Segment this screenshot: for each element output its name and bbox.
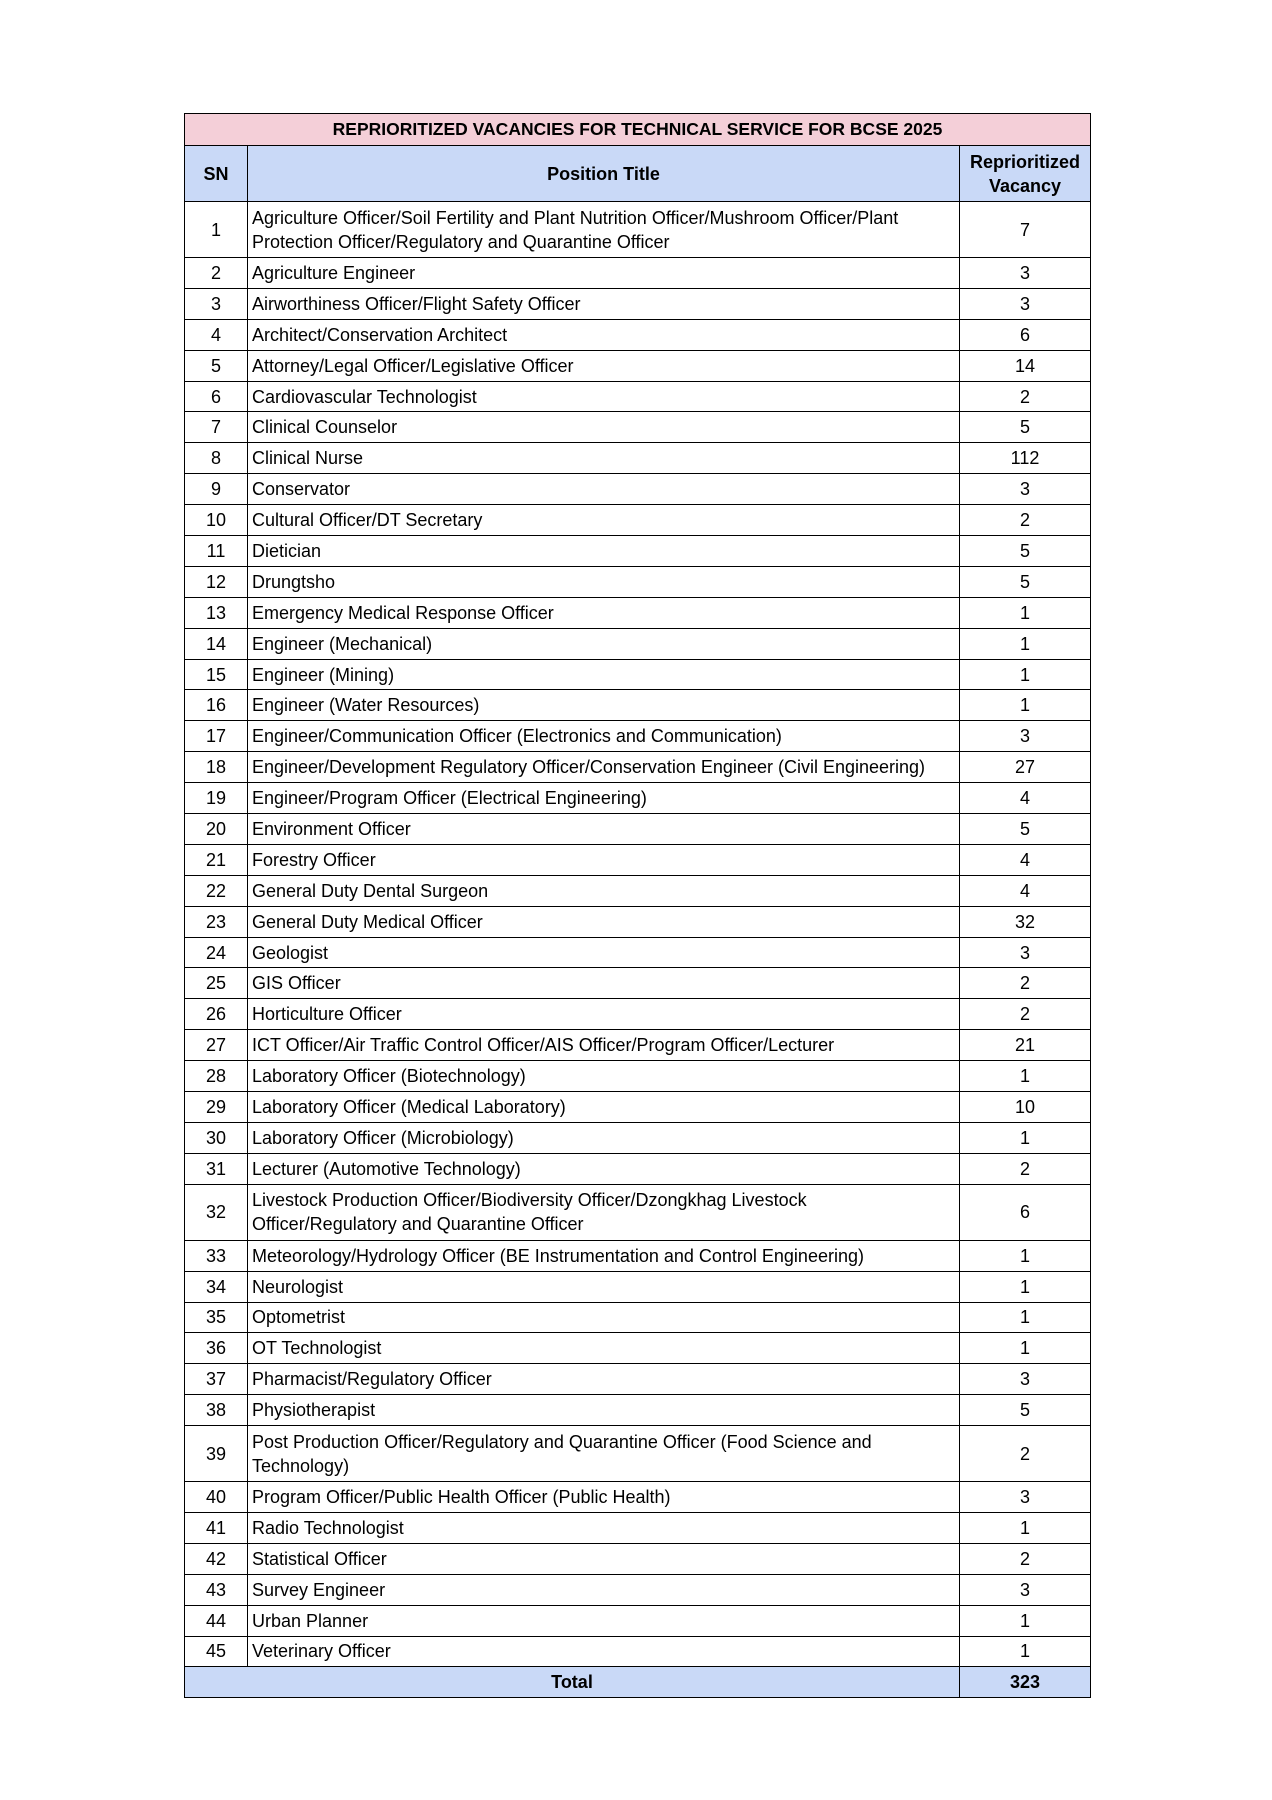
row-sn: 33 [185,1240,248,1271]
row-position-title: Veterinary Officer [248,1636,960,1667]
table-row [185,288,1091,319]
row-position-title: Post Production Officer/Regulatory and Quarantine Officer (Food Science and Technology) [248,1426,960,1482]
table-row [185,1302,1091,1333]
table-row [185,844,1091,875]
row-sn: 19 [185,783,248,814]
table-row [185,1395,1091,1426]
row-vacancy: 2 [960,1153,1091,1184]
table-body [185,202,1091,1667]
total-row [185,1667,1091,1698]
row-vacancy: 3 [960,1364,1091,1395]
table-row [185,1574,1091,1605]
row-position-title: Optometrist [248,1302,960,1333]
table-row [185,1636,1091,1667]
row-position-title: Clinical Nurse [248,443,960,474]
row-position-title: Horticulture Officer [248,999,960,1030]
row-vacancy: 1 [960,597,1091,628]
row-vacancy: 2 [960,381,1091,412]
row-vacancy: 21 [960,1030,1091,1061]
row-sn: 44 [185,1605,248,1636]
row-sn: 36 [185,1333,248,1364]
row-vacancy: 3 [960,1574,1091,1605]
row-position-title: ICT Officer/Air Traffic Control Officer/AIS Officer/Program Officer/Lecturer [248,1030,960,1061]
row-position-title: Engineer/Development Regulatory Officer/Conservation Engineer (Civil Engineering) [248,752,960,783]
table-row [185,505,1091,536]
table-row [185,597,1091,628]
row-vacancy: 1 [960,690,1091,721]
row-position-title: Meteorology/Hydrology Officer (BE Instrumentation and Control Engineering) [248,1240,960,1271]
row-sn: 10 [185,505,248,536]
row-vacancy: 1 [960,1122,1091,1153]
row-vacancy: 112 [960,443,1091,474]
table-row [185,566,1091,597]
row-sn: 14 [185,628,248,659]
row-sn: 3 [185,288,248,319]
row-position-title: Emergency Medical Response Officer [248,597,960,628]
row-vacancy: 7 [960,202,1091,258]
row-position-title: Radio Technologist [248,1512,960,1543]
row-sn: 43 [185,1574,248,1605]
table-row [185,1061,1091,1092]
row-sn: 22 [185,875,248,906]
header-vacancy-line1: Reprioritized [969,151,1080,172]
row-position-title: OT Technologist [248,1333,960,1364]
row-vacancy: 2 [960,505,1091,536]
row-sn: 15 [185,659,248,690]
row-position-title: Agriculture Engineer [248,258,960,289]
table-row [185,474,1091,505]
row-vacancy: 2 [960,999,1091,1030]
table-row [185,690,1091,721]
total-value: 323 [960,1667,1091,1698]
row-position-title: Program Officer/Public Health Officer (Public Health) [248,1482,960,1513]
row-position-title: Cardiovascular Technologist [248,381,960,412]
row-sn: 1 [185,202,248,258]
table-row [185,1543,1091,1574]
row-vacancy: 2 [960,1426,1091,1482]
table-row [185,968,1091,999]
row-position-title: GIS Officer [248,968,960,999]
row-vacancy: 3 [960,474,1091,505]
table-row [185,258,1091,289]
row-sn: 31 [185,1153,248,1184]
row-vacancy: 4 [960,875,1091,906]
row-sn: 45 [185,1636,248,1667]
table-row [185,1333,1091,1364]
row-vacancy: 10 [960,1092,1091,1123]
row-position-title: General Duty Dental Surgeon [248,875,960,906]
row-sn: 18 [185,752,248,783]
table-row [185,1092,1091,1123]
row-position-title: Attorney/Legal Officer/Legislative Officer [248,350,960,381]
table-row [185,1030,1091,1061]
row-position-title: Cultural Officer/DT Secretary [248,505,960,536]
row-sn: 12 [185,566,248,597]
row-sn: 13 [185,597,248,628]
row-position-title: Clinical Counselor [248,412,960,443]
table-title: REPRIORITIZED VACANCIES FOR TECHNICAL SERVICE FOR BCSE 2025 [185,114,1091,146]
row-sn: 4 [185,319,248,350]
row-position-title: Engineer/Communication Officer (Electronics and Communication) [248,721,960,752]
row-position-title: Laboratory Officer (Biotechnology) [248,1061,960,1092]
row-vacancy: 14 [960,350,1091,381]
row-vacancy: 3 [960,288,1091,319]
table-row [185,999,1091,1030]
row-position-title: Engineer (Water Resources) [248,690,960,721]
table-row [185,659,1091,690]
row-position-title: Urban Planner [248,1605,960,1636]
row-position-title: Dietician [248,536,960,567]
row-vacancy: 27 [960,752,1091,783]
row-sn: 7 [185,412,248,443]
row-sn: 29 [185,1092,248,1123]
table-row [185,202,1091,258]
table-row [185,875,1091,906]
row-sn: 39 [185,1426,248,1482]
row-vacancy: 3 [960,937,1091,968]
row-position-title: Statistical Officer [248,1543,960,1574]
row-vacancy: 1 [960,1271,1091,1302]
table-row [185,1240,1091,1271]
row-position-title: Survey Engineer [248,1574,960,1605]
total-label: Total [185,1667,960,1698]
row-position-title: Geologist [248,937,960,968]
row-vacancy: 1 [960,1302,1091,1333]
row-sn: 23 [185,906,248,937]
row-sn: 9 [185,474,248,505]
row-position-title: Pharmacist/Regulatory Officer [248,1364,960,1395]
row-sn: 25 [185,968,248,999]
row-sn: 2 [185,258,248,289]
row-vacancy: 3 [960,721,1091,752]
table-row [185,443,1091,474]
row-vacancy: 1 [960,1512,1091,1543]
row-position-title: Laboratory Officer (Microbiology) [248,1122,960,1153]
table-row [185,1153,1091,1184]
row-vacancy: 4 [960,844,1091,875]
row-position-title: Conservator [248,474,960,505]
row-sn: 34 [185,1271,248,1302]
table-row [185,1364,1091,1395]
table-row [185,752,1091,783]
table-header-row [185,146,1091,202]
table-row [185,319,1091,350]
row-sn: 24 [185,937,248,968]
row-position-title: Airworthiness Officer/Flight Safety Officer [248,288,960,319]
row-vacancy: 5 [960,536,1091,567]
table-row [185,937,1091,968]
table-row [185,1605,1091,1636]
row-position-title: Architect/Conservation Architect [248,319,960,350]
row-vacancy: 32 [960,906,1091,937]
row-sn: 20 [185,814,248,845]
row-vacancy: 1 [960,628,1091,659]
row-vacancy: 6 [960,319,1091,350]
table-row [185,381,1091,412]
row-vacancy: 5 [960,1395,1091,1426]
row-vacancy: 1 [960,1061,1091,1092]
row-position-title: Drungtsho [248,566,960,597]
table-row [185,1512,1091,1543]
row-position-title: Neurologist [248,1271,960,1302]
row-vacancy: 5 [960,412,1091,443]
row-vacancy: 6 [960,1184,1091,1240]
table-row [185,1426,1091,1482]
row-position-title: Physiotherapist [248,1395,960,1426]
row-sn: 35 [185,1302,248,1333]
row-position-title: Environment Officer [248,814,960,845]
row-sn: 41 [185,1512,248,1543]
row-sn: 37 [185,1364,248,1395]
row-sn: 11 [185,536,248,567]
row-sn: 30 [185,1122,248,1153]
header-vacancy-line2: Vacancy [988,175,1062,196]
header-sn: SN [185,146,248,202]
row-position-title: Lecturer (Automotive Technology) [248,1153,960,1184]
vacancy-table [184,113,1091,1698]
row-vacancy: 1 [960,1605,1091,1636]
row-position-title: Engineer/Program Officer (Electrical Engineering) [248,783,960,814]
row-sn: 26 [185,999,248,1030]
row-sn: 8 [185,443,248,474]
row-sn: 21 [185,844,248,875]
table-row [185,628,1091,659]
table-row [185,1271,1091,1302]
row-vacancy: 1 [960,659,1091,690]
row-vacancy: 2 [960,968,1091,999]
row-vacancy: 2 [960,1543,1091,1574]
row-vacancy: 4 [960,783,1091,814]
table-row [185,1184,1091,1240]
header-reprioritized-vacancy [960,146,1091,202]
row-sn: 6 [185,381,248,412]
row-position-title: Engineer (Mechanical) [248,628,960,659]
table-title-row [185,114,1091,146]
row-sn: 27 [185,1030,248,1061]
row-sn: 28 [185,1061,248,1092]
table-row [185,814,1091,845]
row-sn: 16 [185,690,248,721]
row-position-title: Forestry Officer [248,844,960,875]
row-vacancy: 3 [960,1482,1091,1513]
row-position-title: Engineer (Mining) [248,659,960,690]
row-vacancy: 1 [960,1636,1091,1667]
table-row [185,1122,1091,1153]
row-position-title: Agriculture Officer/Soil Fertility and Plant Nutrition Officer/Mushroom Officer/Plant Protection Officer/Regulatory and Quarantine Officer [248,202,960,258]
row-vacancy: 1 [960,1240,1091,1271]
row-vacancy: 5 [960,566,1091,597]
row-position-title: Livestock Production Officer/Biodiversity Officer/Dzongkhag Livestock Officer/Regulatory and Quarantine Officer [248,1184,960,1240]
row-vacancy: 5 [960,814,1091,845]
row-sn: 40 [185,1482,248,1513]
header-position-title: Position Title [248,146,960,202]
table-row [185,783,1091,814]
row-sn: 42 [185,1543,248,1574]
table-row [185,721,1091,752]
row-sn: 38 [185,1395,248,1426]
row-vacancy: 1 [960,1333,1091,1364]
table-row [185,906,1091,937]
row-position-title: General Duty Medical Officer [248,906,960,937]
row-position-title: Laboratory Officer (Medical Laboratory) [248,1092,960,1123]
row-vacancy: 3 [960,258,1091,289]
row-sn: 32 [185,1184,248,1240]
table-row [185,350,1091,381]
row-sn: 5 [185,350,248,381]
row-sn: 17 [185,721,248,752]
table-row [185,536,1091,567]
table-row [185,1482,1091,1513]
table-row [185,412,1091,443]
